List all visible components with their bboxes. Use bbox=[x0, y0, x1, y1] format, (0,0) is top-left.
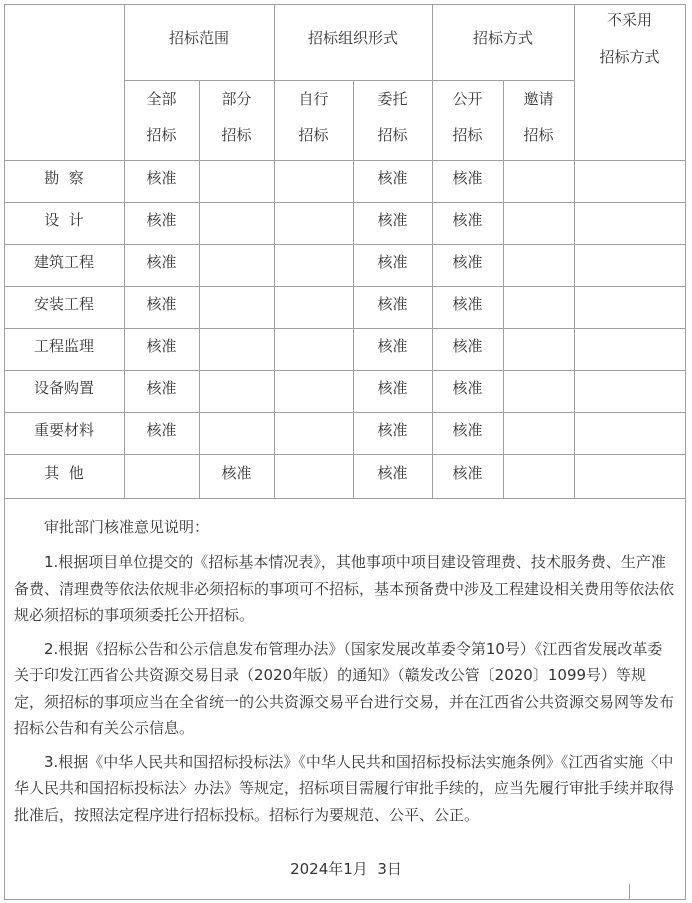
row-label: 安装工程 bbox=[33, 295, 94, 313]
column-divider bbox=[574, 4, 575, 498]
cell-all: 核准 bbox=[146, 253, 177, 271]
subheader-invite-line1: 邀请 bbox=[523, 90, 554, 108]
cell-open: 核准 bbox=[452, 337, 483, 355]
row-label: 设备购置 bbox=[33, 379, 94, 397]
cell-all: 核准 bbox=[146, 295, 177, 313]
cell-open: 核准 bbox=[452, 421, 483, 439]
row-label: 重要材料 bbox=[33, 421, 94, 439]
cell-entrust: 核准 bbox=[377, 253, 408, 271]
header-no-bid-line2: 招标方式 bbox=[599, 48, 660, 66]
subheader-entrust-line2: 招标 bbox=[377, 126, 408, 144]
notes-title: 审批部门核准意见说明： bbox=[44, 518, 210, 536]
approval-date: 2024年1月 3日 bbox=[290, 860, 402, 878]
subheader-entrust-line1: 委托 bbox=[377, 90, 408, 108]
table-border-right bbox=[685, 4, 686, 900]
cell-entrust: 核准 bbox=[377, 421, 408, 439]
cell-open: 核准 bbox=[452, 379, 483, 397]
subheader-partial-line1: 部分 bbox=[221, 90, 252, 108]
table-border-bottom bbox=[4, 899, 686, 900]
subheader-invite-line2: 招标 bbox=[523, 126, 554, 144]
cell-open: 核准 bbox=[452, 295, 483, 313]
note-paragraph-3: 3.根据《中华人民共和国招标投标法》《中华人民共和国招标投标法实施条例》《江西省实施〈中华人民共和国招标投标法〉办法》等规定，招标项目需履行审批手续的，应当先履行审批手续并取得批准后，按照法定程序进行招标投标。招标行为要规范、公平、公正。 bbox=[14, 752, 675, 824]
cell-entrust: 核准 bbox=[377, 464, 408, 482]
column-divider bbox=[274, 4, 275, 498]
cell-all: 核准 bbox=[146, 211, 177, 229]
row-label: 勘 察 bbox=[44, 169, 84, 187]
note-paragraph-2: 2.根据《招标公告和公示信息发布管理办法》（国家发展改革委令第10号）《江西省发展改革委关于印发江西省公共资源交易目录（2020年版）的通知》（赣发改公管〔2020〕1099号）等规定，须招标的事项应当在全省统一的公共资源交易平台进行交易，并在江西省公共资源交易网等发布招标公告和有关公示信息。 bbox=[14, 639, 675, 737]
cell-all: 核准 bbox=[146, 421, 177, 439]
cell-all: 核准 bbox=[146, 379, 177, 397]
header-bid-method: 招标方式 bbox=[472, 29, 533, 47]
subheader-all-line2: 招标 bbox=[146, 126, 177, 144]
row-label: 设 计 bbox=[44, 211, 84, 229]
header-bid-organization: 招标组织形式 bbox=[307, 29, 398, 47]
subheader-self-line1: 自行 bbox=[298, 90, 329, 108]
cell-all: 核准 bbox=[146, 337, 177, 355]
cell-entrust: 核准 bbox=[377, 169, 408, 187]
cell-entrust: 核准 bbox=[377, 211, 408, 229]
notes-body bbox=[14, 549, 674, 828]
subheader-open-line2: 招标 bbox=[452, 126, 483, 144]
row-label: 其 他 bbox=[44, 464, 84, 482]
cell-open: 核准 bbox=[452, 169, 483, 187]
table-divider bbox=[4, 498, 686, 499]
cell-entrust: 核准 bbox=[377, 295, 408, 313]
subheader-all-line1: 全部 bbox=[146, 90, 177, 108]
cell-open: 核准 bbox=[452, 464, 483, 482]
table-border-left bbox=[4, 4, 5, 900]
cell-entrust: 核准 bbox=[377, 379, 408, 397]
cell-all: 核准 bbox=[146, 169, 177, 187]
date-cell-divider bbox=[629, 884, 630, 900]
row-label: 工程监理 bbox=[33, 337, 94, 355]
cell-partial: 核准 bbox=[221, 464, 252, 482]
header-bid-scope: 招标范围 bbox=[168, 29, 229, 47]
note-paragraph-1: 1.根据项目单位提交的《招标基本情况表》，其他事项中项目建设管理费、技术服务费、生产准备费、清理费等依法依规非必须招标的事项可不招标，基本预备费中涉及工程建设相关费用等依法依规必须招标的事项须委托公开招标。 bbox=[14, 553, 675, 624]
cell-entrust: 核准 bbox=[377, 337, 408, 355]
cell-open: 核准 bbox=[452, 253, 483, 271]
subheader-partial-line2: 招标 bbox=[221, 126, 252, 144]
cell-open: 核准 bbox=[452, 211, 483, 229]
subheader-open-line1: 公开 bbox=[452, 90, 483, 108]
header-no-bid-line1: 不采用 bbox=[606, 11, 652, 29]
row-label: 建筑工程 bbox=[33, 253, 94, 271]
subheader-self-line2: 招标 bbox=[298, 126, 329, 144]
